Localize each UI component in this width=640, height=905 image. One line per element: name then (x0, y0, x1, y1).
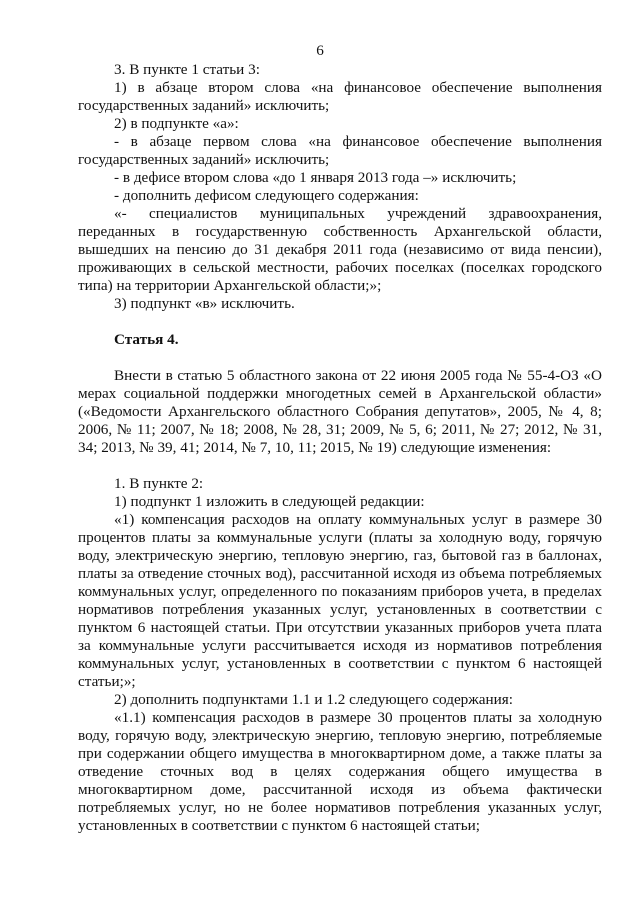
paragraph: 3) подпункт «в» исключить. (114, 295, 295, 312)
paragraph: 2) дополнить подпунктами 1.1 и 1.2 следующего содержания: (114, 691, 513, 708)
paragraph: 1) в абзаце втором слова «на финансовое обеспечение выполнения государственных заданий» исключить; (78, 79, 602, 114)
paragraph: - в абзаце первом слова «на финансовое обеспечение выполнения государственных заданий» исключить; (78, 133, 602, 168)
spacer (78, 313, 602, 331)
paragraph: 1. В пункте 2: (114, 475, 204, 492)
paragraph: 2) в подпункте «а»: (114, 115, 239, 132)
paragraph: 1) подпункт 1 изложить в следующей редакции: (114, 493, 425, 510)
document-body (78, 61, 602, 835)
article-heading: Статья 4. (114, 331, 179, 348)
paragraph: - в дефисе втором слова «до 1 января 2013 года –» исключить; (114, 169, 517, 186)
paragraph: «- специалистов муниципальных учреждений здравоохранения, переданных в государственную собственность Архангельской области, вышедших на пенсию до 31 декабря 2011 года (независимо от вида пенсии), проживающих в сельской местности, рабочих поселках (поселках городского типа) на территории Архангельской области;»; (78, 205, 602, 294)
paragraph: «1) компенсация расходов на оплату коммунальных услуг в размере 30 процентов платы за коммунальные услуги (платы за холодную воду, горячую воду, электрическую энергию, тепловую энергию, газ, бытовой газ в баллонах, платы за отведение сточных вод), рассчитанной исходя из объема потребляемых коммунальных услуг, определенного по показаниям приборов учета, в пределах нормативов потребления указанных услуг, установленных в соответствии с пунктом 6 настоящей статьи. При отсутствии указанных приборов учета плата за коммунальные услуги рассчитывается исходя из нормативов потребления коммунальных услуг, установленных в соответствии с пунктом 6 настоящей статьи;»; (78, 511, 602, 690)
spacer (78, 457, 602, 475)
page-number: 6 (316, 42, 324, 59)
spacer (78, 349, 602, 367)
paragraph: 3. В пункте 1 статьи 3: (114, 61, 260, 78)
paragraph: «1.1) компенсация расходов в размере 30 процентов платы за холодную воду, горячую воду, электрическую энергию, тепловую энергию, потребляемые при содержании общего имущества в многоквартирном доме, а также платы за отведение сточных вод в целях содержания общего имущества в многоквартирном доме, рассчитанной исходя из объема фактически потребляемых услуг, но не более нормативов потребления указанных услуг, установленных в соответствии с пунктом 6 настоящей статьи; (78, 709, 602, 834)
paragraph: - дополнить дефисом следующего содержания: (114, 187, 419, 204)
paragraph: Внести в статью 5 областного закона от 22 июня 2005 года № 55-4-ОЗ «О мерах социальной поддержки многодетных семей в Архангельской области» («Ведомости Архангельского областного Собрания депутатов», 2005, № 4, 8; 2006, № 11; 2007, № 18; 2008, № 28, 31; 2009, № 5, 6; 2011, № 27; 2012, № 31, 34; 2013, № 39, 41; 2014, № 7, 10, 11; 2015, № 19) следующие изменения: (78, 367, 602, 456)
